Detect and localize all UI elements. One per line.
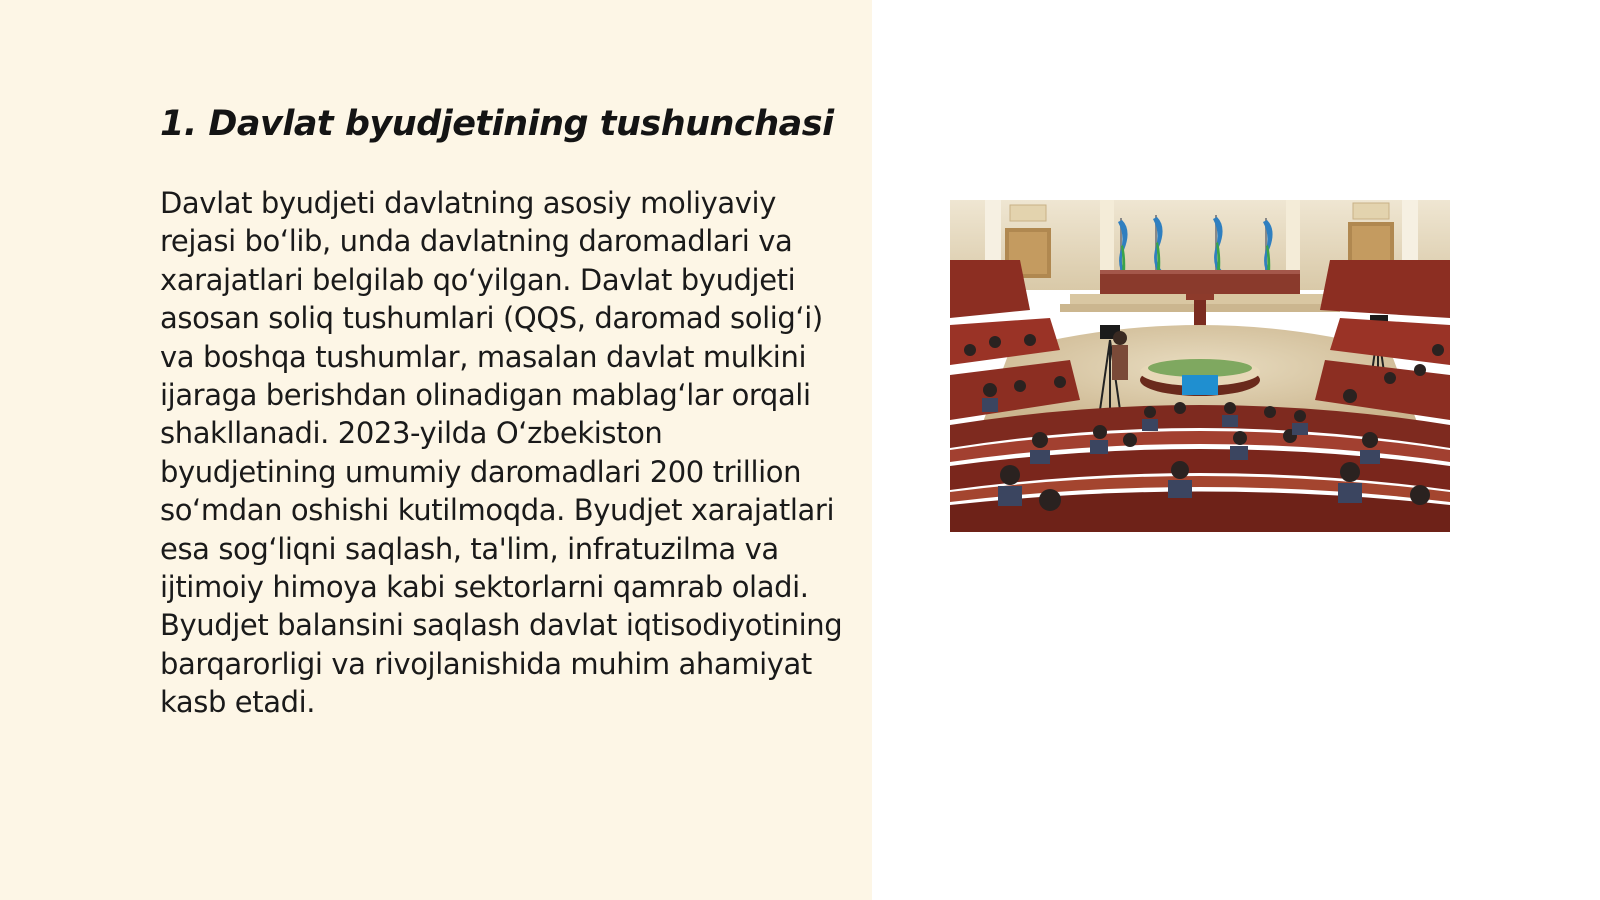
slide-body-text: Davlat byudjeti davlatning asosiy moliyaviy rejasi bo‘lib, unda davlatning daromadlari va xarajatlari belgilab qo‘yilgan. Davlat byudjeti asosan soliq tushumlari (QQS, daromad solig‘i) va boshqa tushumlar, masalan davlat mulkini ijaraga berishdan olinadigan mablag‘lar orqali shakllanadi. 2023-yilda O‘zbekiston byudjetining umumiy daromadlari 200 trillion so‘mdan oshishi kutilmoqda. Byudjet xarajatlari esa sog‘liqni saqlash, ta'lim, infratuzilma va ijtimoiy himoya kabi sektorlarni qamrab oladi. Byudjet balansini saqlash davlat iqtisodiyotining barqarorligi va rivojlanishida muhim ahamiyat kasb etadi. <box>160 186 843 720</box>
parliament-hall-photo <box>950 200 1450 532</box>
slide-title: 1. Davlat byudjetining tushunchasi <box>160 104 834 144</box>
